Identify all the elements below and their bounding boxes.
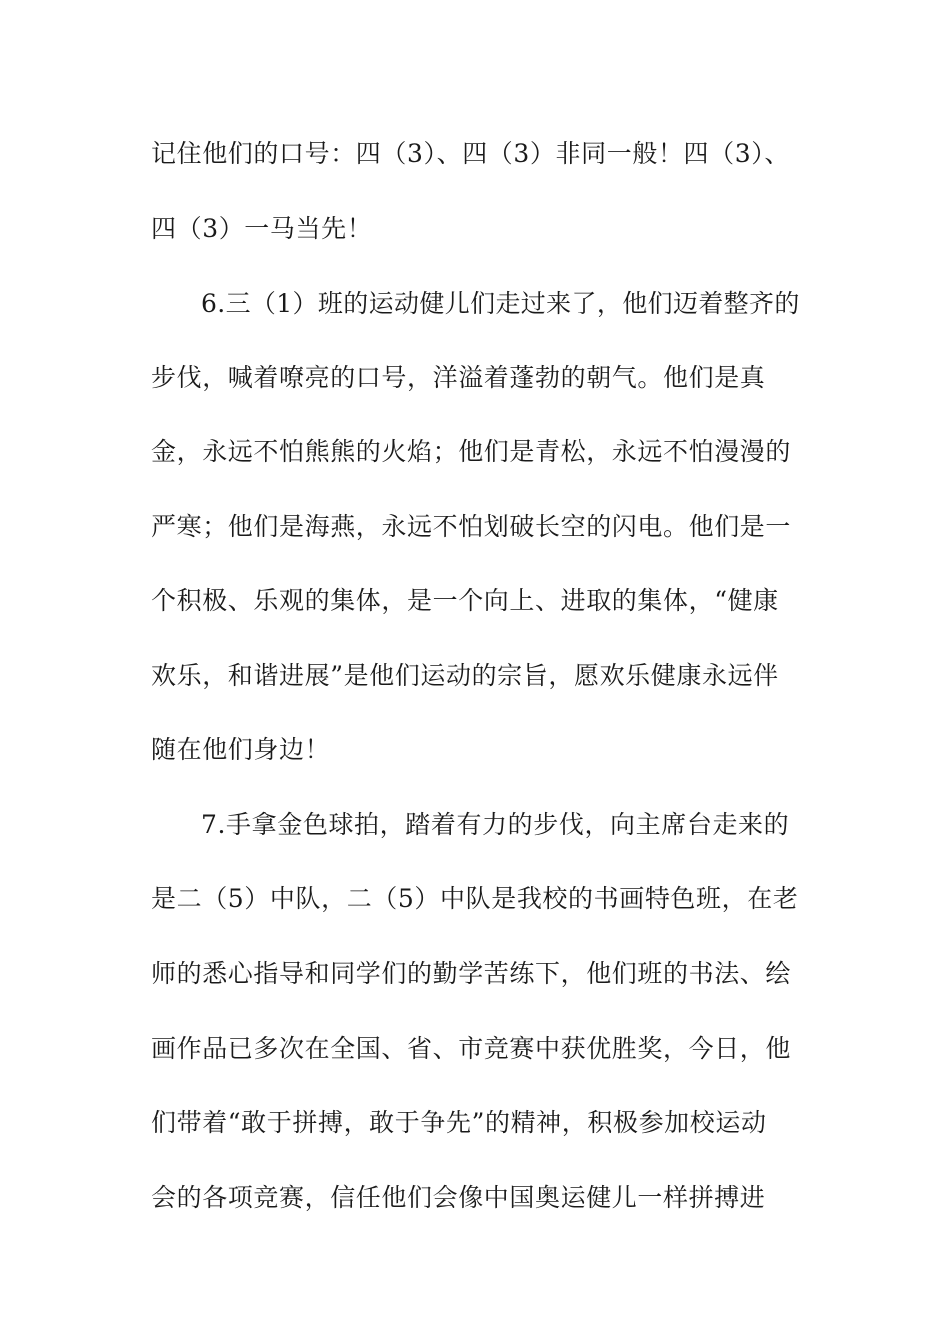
paragraph-6-first-line: 6.三（1）班的运动健儿们走过来了，他们迈着整齐的	[201, 289, 800, 318]
text-line: 是二（5）中队，二（5）中队是我校的书画特色班，在老	[151, 884, 799, 913]
text-line: 师的悉心指导和同学们的勤学苦练下，他们班的书法、绘	[151, 959, 792, 988]
text-line: 四（3）一马当先！	[151, 214, 373, 243]
text-line: 随在他们身边！	[151, 735, 331, 764]
text-line: 步伐，喊着嘹亮的口号，洋溢着蓬勃的朝气。他们是真	[151, 363, 766, 392]
text-line: 会的各项竞赛，信任他们会像中国奥运健儿一样拼搏进	[151, 1183, 766, 1212]
text-line: 记住他们的口号：四（3）、四（3）非同一般！四（3）、	[151, 139, 790, 168]
text-line: 个积极、乐观的集体，是一个向上、进取的集体，“健康	[151, 586, 779, 615]
text-line: 欢乐，和谐进展”是他们运动的宗旨，愿欢乐健康永远伴	[151, 661, 779, 690]
text-line: 画作品已多次在全国、省、市竞赛中获优胜奖，今日，他	[151, 1034, 792, 1063]
paragraph-7-first-line: 7.手拿金色球拍，踏着有力的步伐，向主席台走来的	[201, 810, 790, 839]
text-line: 金，永远不怕熊熊的火焰；他们是青松，永远不怕漫漫的	[151, 437, 792, 466]
text-line: 们带着“敢于拼搏，敢于争先”的精神，积极参加校运动	[151, 1108, 767, 1137]
text-line: 严寒；他们是海燕，永远不怕划破长空的闪电。他们是一	[151, 512, 792, 541]
